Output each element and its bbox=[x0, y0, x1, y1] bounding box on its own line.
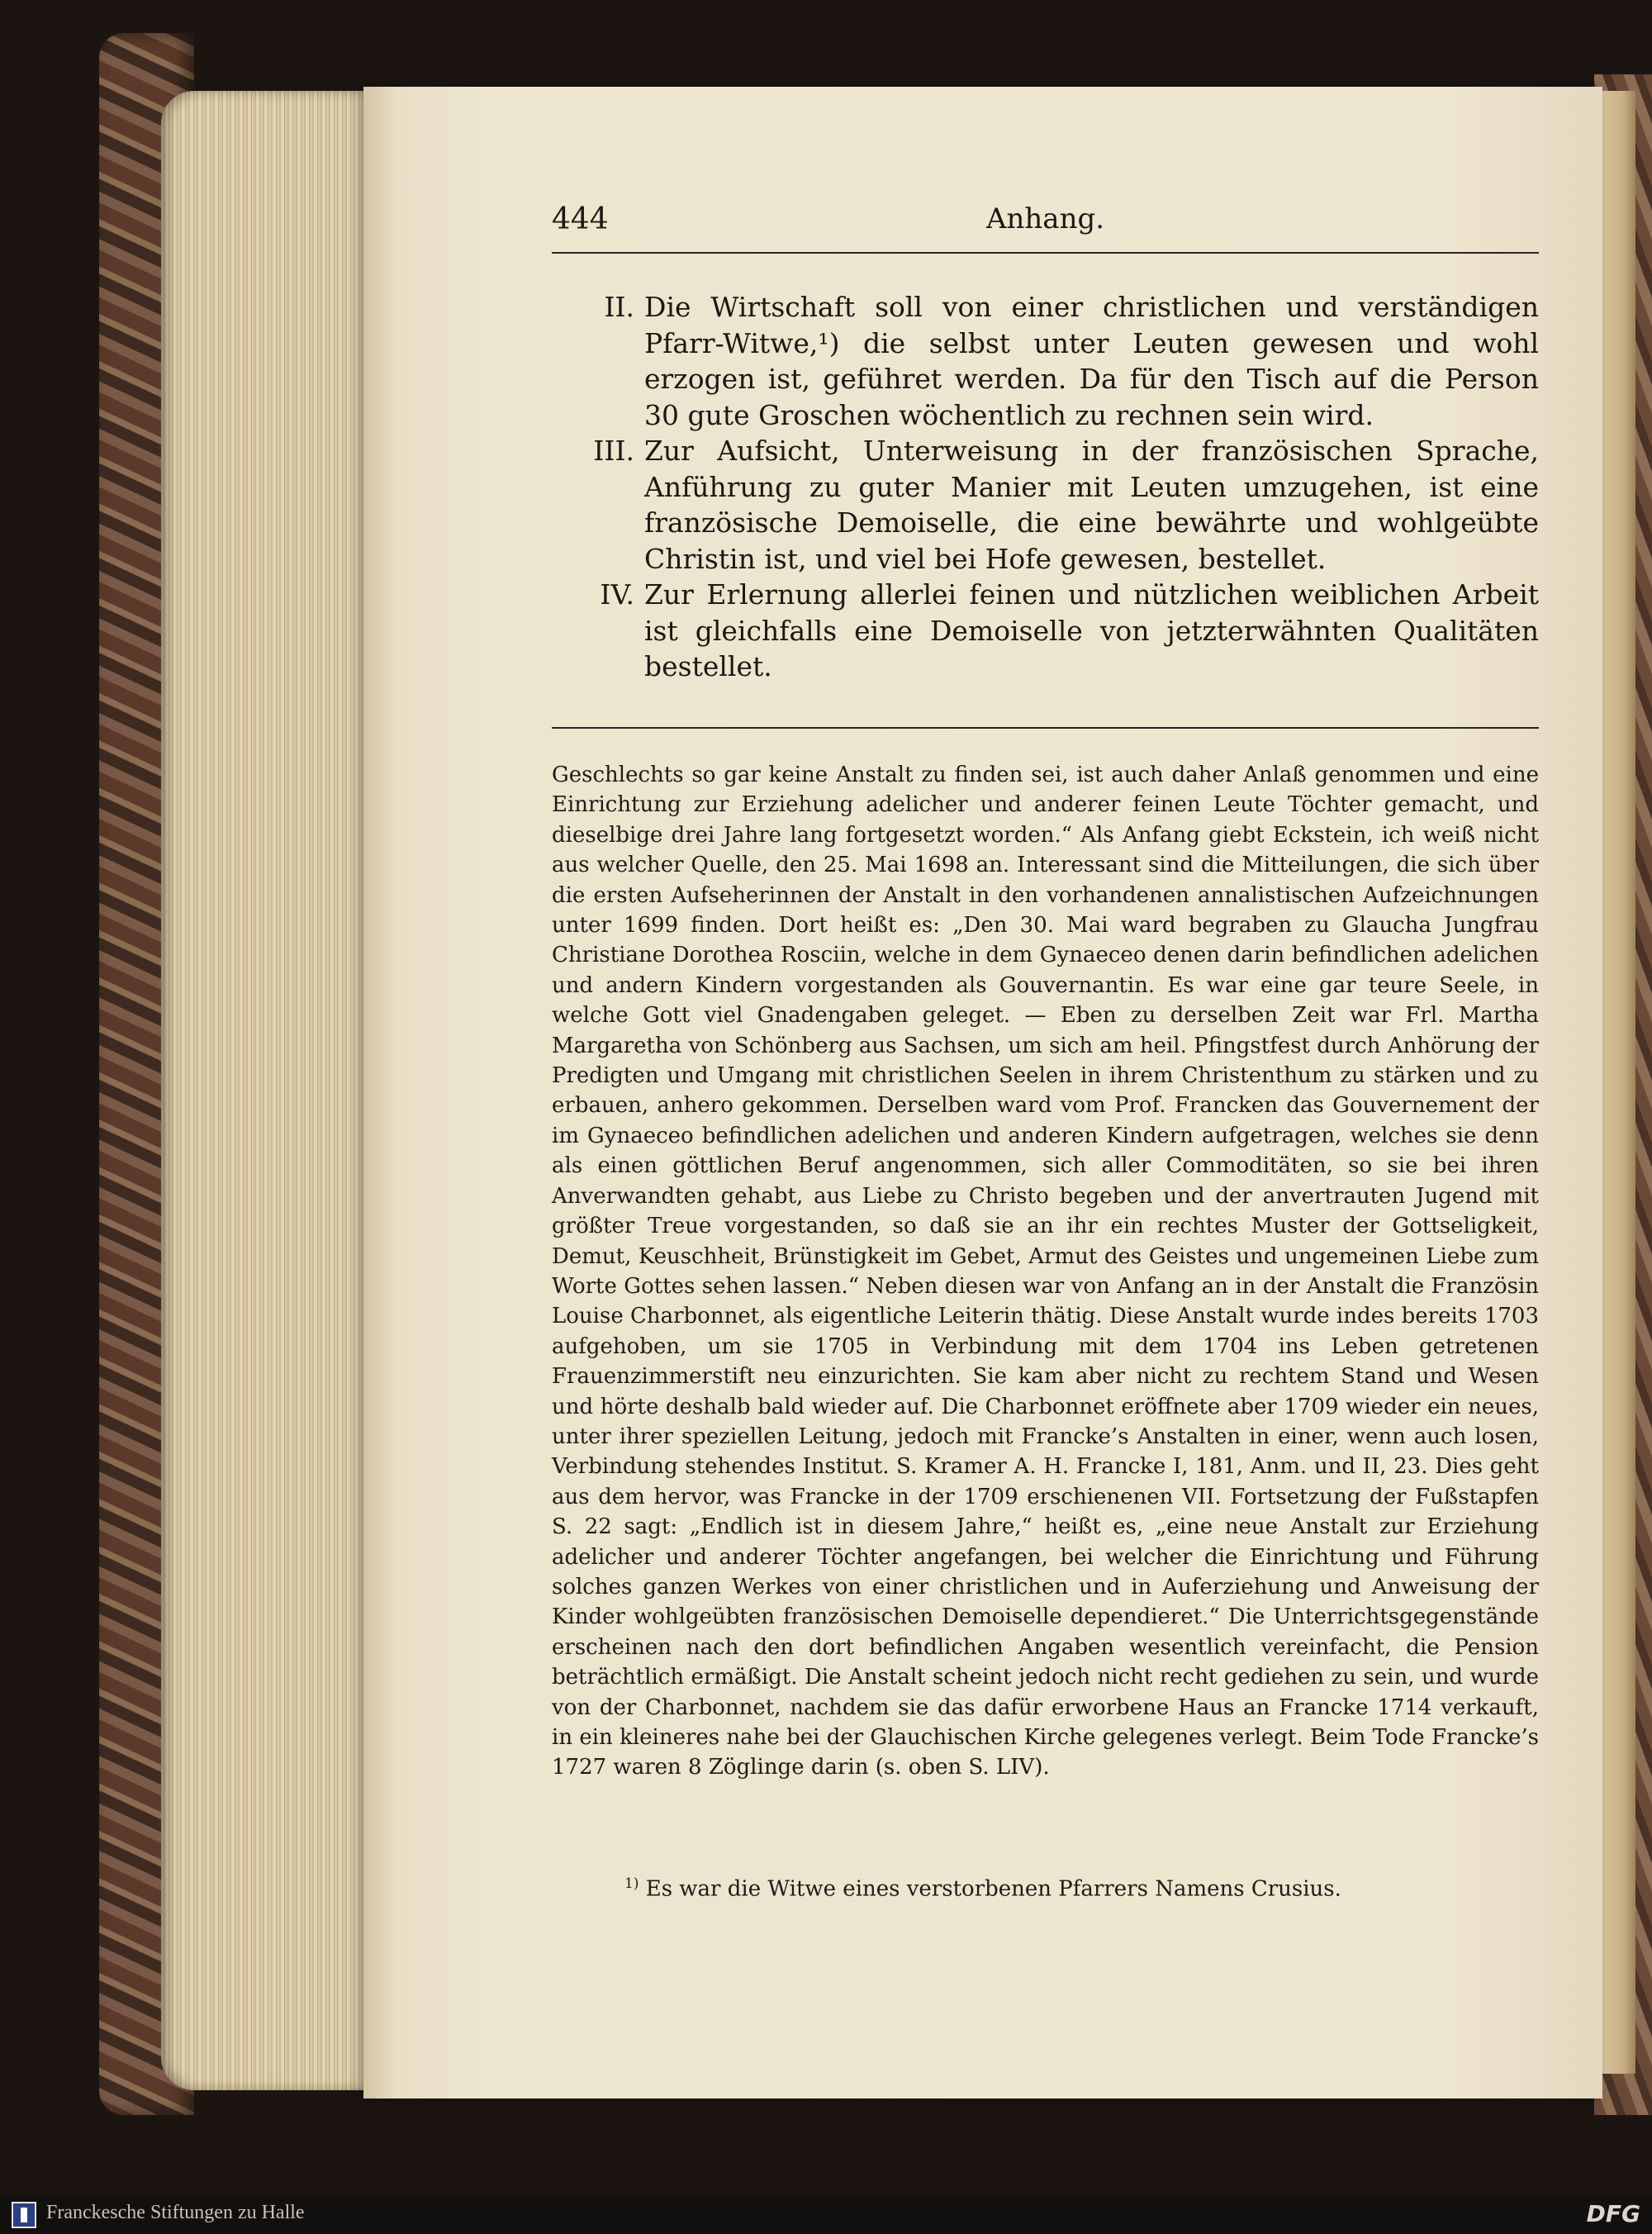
page-edges-right bbox=[1602, 91, 1635, 2074]
running-head bbox=[552, 202, 1539, 252]
page-number: 444 bbox=[552, 202, 609, 236]
clause-text: Zur Aufsicht, Unterweisung in der französischen Sprache, Anführung zu guter Manier mit Leuten umzugehen, ist eine französische Demoiselle, die eine bewährte und wohlgeübte Christin ist, und viel bei Hofe gewesen, bestellet. bbox=[644, 435, 1539, 575]
running-title: Anhang. bbox=[985, 202, 1105, 235]
clause-text: Die Wirtschaft soll von einer christlichen und verständigen Pfarr-Witwe,¹) die selbst unter Leuten gewesen und wohl erzogen ist, geführet werden. Da für den Tisch auf die Person 30 gute Groschen wöchentlich zu rechnen sein wird. bbox=[644, 291, 1539, 431]
clause-list bbox=[552, 289, 1539, 685]
clause-number: IV. bbox=[600, 578, 634, 611]
viewer-footer bbox=[0, 2195, 1652, 2234]
clause-item bbox=[552, 433, 1539, 577]
clause-text: Zur Erlernung allerlei feinen und nützlichen weiblichen Arbeit ist gleichfalls eine Demoiselle von jetzterwähnten Qualitäten bestellet. bbox=[644, 578, 1539, 682]
footnote-marker: 1) bbox=[624, 1875, 639, 1892]
clause-item bbox=[552, 289, 1539, 433]
dfg-logo[interactable]: DFG bbox=[1586, 2200, 1640, 2227]
footnote-text: Es war die Witwe eines verstorbenen Pfarrers Namens Crusius. bbox=[645, 1876, 1341, 1902]
footnote bbox=[552, 1869, 1539, 1904]
header-rule bbox=[552, 252, 1539, 254]
institution-logo-icon[interactable] bbox=[12, 2202, 36, 2228]
clause-number: II. bbox=[604, 291, 634, 323]
clause-item bbox=[552, 577, 1539, 685]
section-rule bbox=[552, 727, 1539, 729]
commentary-text: Geschlechts so gar keine Anstalt zu finden sei, ist auch daher Anlaß genommen und eine Einrichtung zur Erziehung adelicher und anderer feinen Leute Töchter gemacht, und dieselbige drei Jahre lang fortgesetzt worden.“ Als Anfang giebt Eckstein, ich weiß nicht aus welcher Quelle, den 25. Mai 1698 an. Interessant sind die Mitteilungen, die sich über die ersten Aufseherinnen der Anstalt in den vorhandenen annalistischen Aufzeichnungen unter 1699 finden. Dort heißt es: „Den 30. Mai ward begraben zu Glaucha Jungfrau Christiane Dorothea Rosciin, welche in dem Gynaeceo denen darin befindlichen adelichen und andern Kindern vorgestanden als Gouvernantin. Es war eine gar teure Seele, in welche Gott viel Gnadengaben geleget. — Eben zu derselben Zeit war Frl. Martha Margaretha von Schönberg aus Sachsen, um sich am heil. Pfingstfest durch Anhörung der Predigten und Umgang mit christlichen Seelen in ihrem Christenthum zu stärken und zu erbauen, anhero gekommen. Derselben ward vom Prof. Francken das Gouvernement der im Gynaeceo befindlichen adelichen und anderen Kindern aufgetragen, welches sie denn als einen göttlichen Beruf angenommen, sich aller Commoditäten, so sie bei ihren Anverwandten gehabt, aus Liebe zu Christo begeben und der anvertrauten Jugend mit größter Treue vorgestanden, so daß sie an ihr ein rechtes Muster der Gottseligkeit, Demut, Keuschheit, Brünstigkeit im Gebet, Armut des Geistes und ungemeinen Liebe zum Worte Gottes sehen lassen.“ Neben diesen war von Anfang an in der Anstalt die Französin Louise Charbonnet, als eigentliche Leiterin thätig. Diese Anstalt wurde indes bereits 1703 aufgehoben, um sie 1705 in Verbindung mit dem 1704 ins Leben getretenen Frauenzimmerstift neu einzurichten. Sie kam aber nicht zu rechtem Stand und Wesen und hörte deshalb bald wieder auf. Die Charbonnet eröffnete aber 1709 wieder ein neues, unter ihrer speziellen Leitung, jedoch mit Francke’s Anstalten in einer, wenn auch losen, Verbindung stehendes Institut. S. Kramer A. H. Francke I, 181, Anm. und II, 23. Dies geht aus dem hervor, was Francke in der 1709 erschienenen VII. Fortsetzung der Fußstapfen S. 22 sagt: „Endlich ist in diesem Jahre,“ heißt es, „eine neue Anstalt zur Erziehung adelicher und anderer Töchter angefangen, bei welcher die Einrichtung und Führung solches ganzen Werkes von einer christlichen und in Auferziehung und Anweisung der Kinder wohlgeübten französischen Demoiselle dependieret.“ Die Unterrichtsgegenstände erscheinen nach den dort befindlichen Angaben wesentlich vereinfacht, die Pension beträchtlich ermäßigt. Die Anstalt scheint jedoch nicht recht gediehen zu sein, und wurde von der Charbonnet, nachdem sie das dafür erworbene Haus an Francke 1714 verkauft, in ein kleineres nahe bei der Glauchischen Kirche gelegenes verlegt. Beim Tode Francke’s 1727 waren 8 Zöglinge darin (s. oben S. LIV). bbox=[552, 763, 1540, 1780]
clause-number: III. bbox=[593, 435, 634, 467]
institution-link[interactable]: Franckesche Stiftungen zu Halle bbox=[46, 2202, 305, 2223]
page-edges-stack bbox=[161, 91, 368, 2090]
